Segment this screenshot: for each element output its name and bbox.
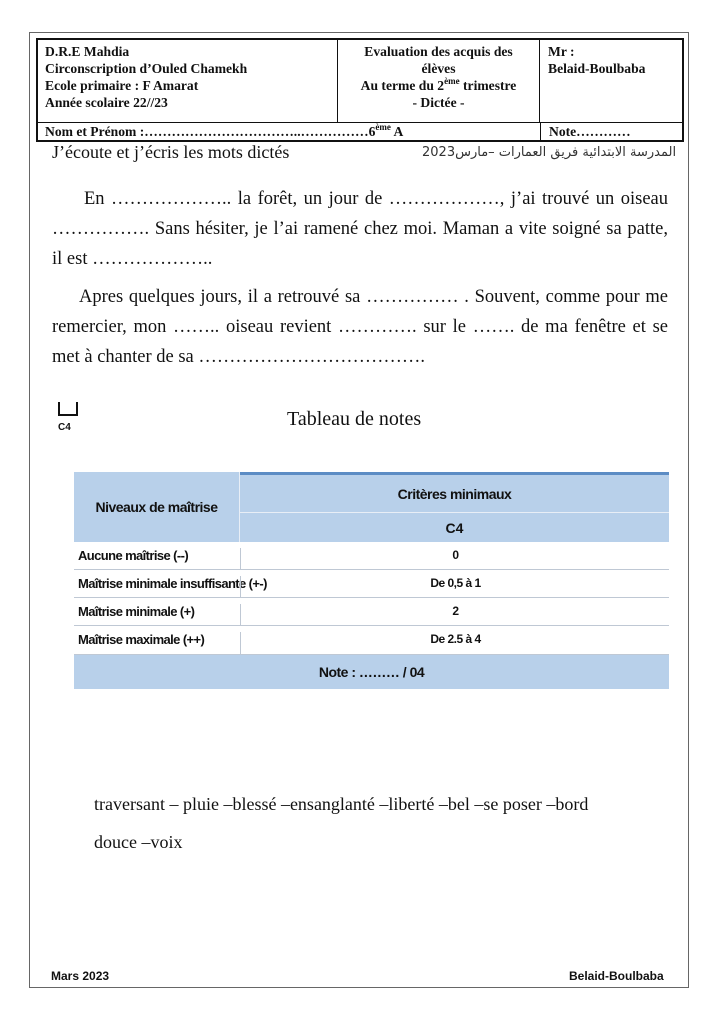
header-teacher bbox=[540, 40, 686, 122]
arabic-school-line: المدرسة الابتدائية فريق العمارات –مارس2023 bbox=[422, 145, 677, 160]
dictation-paragraph-1: En ……………….. la forêt, un jour de ………………, j’ai trouvé un oiseau ……………. Sans hésiter, je l’ai ramené chez moi. Maman a vite soigné sa patte, il est ……………….. bbox=[52, 189, 668, 269]
table-header-criteria: Critères minimaux bbox=[240, 475, 669, 513]
criterion-label: C4 bbox=[58, 422, 71, 433]
student-name-field: Nom et Prénom :……………………………..……………6ème A bbox=[45, 122, 404, 139]
dictation-paragraph-2: Apres quelques jours, il a retrouvé sa …………… . Souvent, comme pour me remercier, mon …….. oiseau revient …………. sur le ……. de ma fenêtre et se met à chanter de sa ………………………………. bbox=[52, 287, 668, 367]
word-list-line-2: douce –voix bbox=[94, 832, 183, 852]
table-row-level: Maîtrise minimale (+) bbox=[78, 604, 195, 619]
instruction-subtitle: J’écoute et j’écris les mots dictés bbox=[52, 142, 290, 162]
table-row bbox=[74, 570, 669, 598]
header-eval-line3: Au terme du 2ème trimestre bbox=[360, 76, 517, 93]
table-row-value: 0 bbox=[240, 548, 670, 570]
note-field: Note………… bbox=[540, 123, 680, 142]
header-school-info bbox=[38, 40, 338, 122]
footer-date: Mars 2023 bbox=[51, 969, 110, 983]
header-student-row bbox=[38, 122, 682, 142]
header-table bbox=[36, 38, 684, 142]
table-title: Tableau de notes bbox=[287, 408, 422, 430]
criterion-box bbox=[58, 402, 78, 416]
table-row bbox=[74, 598, 669, 626]
notes-table bbox=[74, 472, 669, 689]
header-eval-line2: élèves bbox=[421, 61, 456, 76]
table-row-level: Maîtrise minimale insuffisante (+-) bbox=[78, 576, 267, 591]
header-circonscription: Circonscription d’Ouled Chamekh bbox=[45, 61, 248, 76]
table-row-level: Aucune maîtrise (--) bbox=[78, 548, 189, 563]
table-row-value: De 2.5 à 4 bbox=[240, 632, 670, 654]
table-row bbox=[74, 542, 669, 570]
table-row bbox=[74, 626, 669, 655]
header-eval-line4: - Dictée - bbox=[412, 95, 465, 110]
header-eval-line1: Evaluation des acquis des bbox=[364, 44, 513, 59]
header-school-year: Année scolaire 22//23 bbox=[45, 95, 168, 110]
table-footer-note: Note : ……… / 04 bbox=[74, 655, 669, 689]
header-school: Ecole primaire : F Amarat bbox=[45, 78, 199, 93]
word-list-line-1: traversant – pluie –blessé –ensanglanté –liberté –bel –se poser –bord bbox=[94, 794, 589, 814]
table-header-c4: C4 bbox=[445, 519, 464, 536]
header-teacher-label: Mr : bbox=[548, 44, 575, 59]
table-row-level: Maîtrise maximale (++) bbox=[78, 632, 205, 647]
header-teacher-name: Belaid-Boulbaba bbox=[548, 61, 646, 76]
footer-author: Belaid-Boulbaba bbox=[569, 969, 664, 983]
table-row-value: 2 bbox=[240, 604, 670, 626]
table-header-levels: Niveaux de maîtrise bbox=[74, 472, 240, 542]
table-row-value: De 0,5 à 1 bbox=[240, 576, 670, 598]
header-dre: D.R.E Mahdia bbox=[45, 44, 130, 59]
header-evaluation-title bbox=[338, 40, 540, 122]
